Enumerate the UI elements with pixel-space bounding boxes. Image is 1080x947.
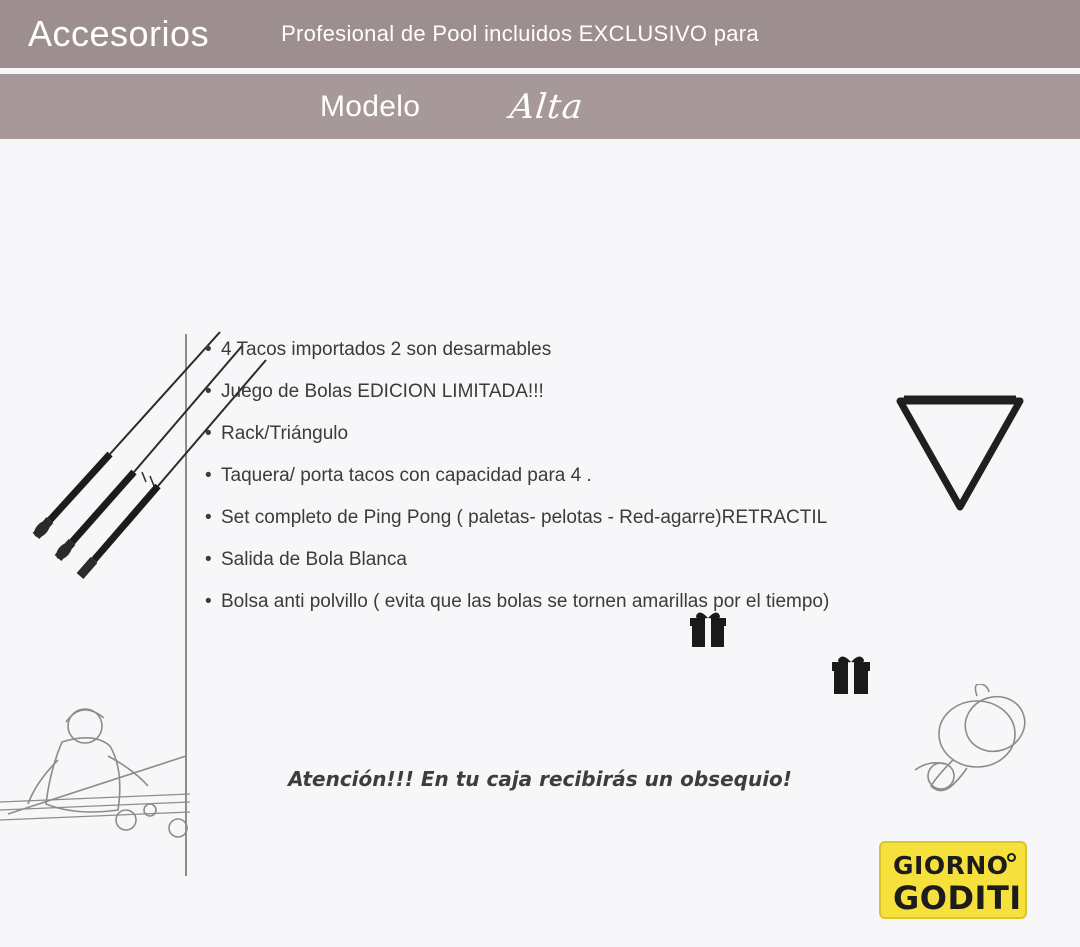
list-item-label: Salida de Bola Blanca: [221, 548, 407, 570]
bullet-icon: •: [205, 422, 212, 444]
triangle-rack-icon: [880, 379, 1040, 529]
header-subtitle: Profesional de Pool incluidos EXCLUSIVO para: [281, 21, 759, 46]
bullet-icon: •: [205, 506, 212, 528]
list-item: [205, 547, 845, 574]
list-item-label: Bolsa anti polvillo ( evita que las bolas se tornen amarillas por el tiempo): [221, 590, 830, 612]
brand-logo: [879, 841, 1027, 919]
list-item: [205, 589, 845, 616]
page-title: Accesorios: [28, 13, 210, 54]
brand-logo-line2: GODITI: [893, 879, 1022, 917]
bullet-icon: •: [205, 464, 212, 486]
pool-player-icon: [0, 664, 200, 844]
bullet-icon: •: [205, 548, 212, 570]
list-item: [205, 379, 845, 406]
list-item: [205, 337, 845, 364]
registered-mark-icon: [1007, 853, 1016, 862]
bullet-icon: •: [205, 590, 212, 612]
header-band-secondary: [0, 74, 1080, 139]
attention-note: Atención!!! En tu caja recibirás un obsequio!: [288, 767, 792, 791]
list-item: [205, 505, 845, 532]
list-item-label: Taquera/ porta tacos con capacidad para 4 .: [221, 464, 592, 486]
features-list: [205, 337, 845, 631]
list-item-label: 4 Tacos importados 2 son desarmables: [221, 339, 552, 360]
list-item: [205, 421, 845, 448]
list-item: [205, 463, 845, 490]
header-band-primary: [0, 0, 1080, 68]
model-name: Alta: [508, 86, 586, 127]
content-area: [0, 139, 1080, 947]
list-item-label: Rack/Triángulo: [221, 422, 349, 444]
bullet-icon: •: [205, 380, 212, 402]
model-label: Modelo: [320, 89, 421, 123]
list-item-label: Set completo de Ping Pong ( paletas- pelotas - Red-agarre)RETRACTIL: [221, 506, 828, 528]
gift-box-icon: [832, 654, 870, 696]
brand-logo-line1: GIORNO: [893, 851, 1009, 880]
bullet-icon: •: [205, 339, 212, 360]
list-item-label: Juego de Bolas EDICION LIMITADA!!!: [221, 380, 544, 402]
